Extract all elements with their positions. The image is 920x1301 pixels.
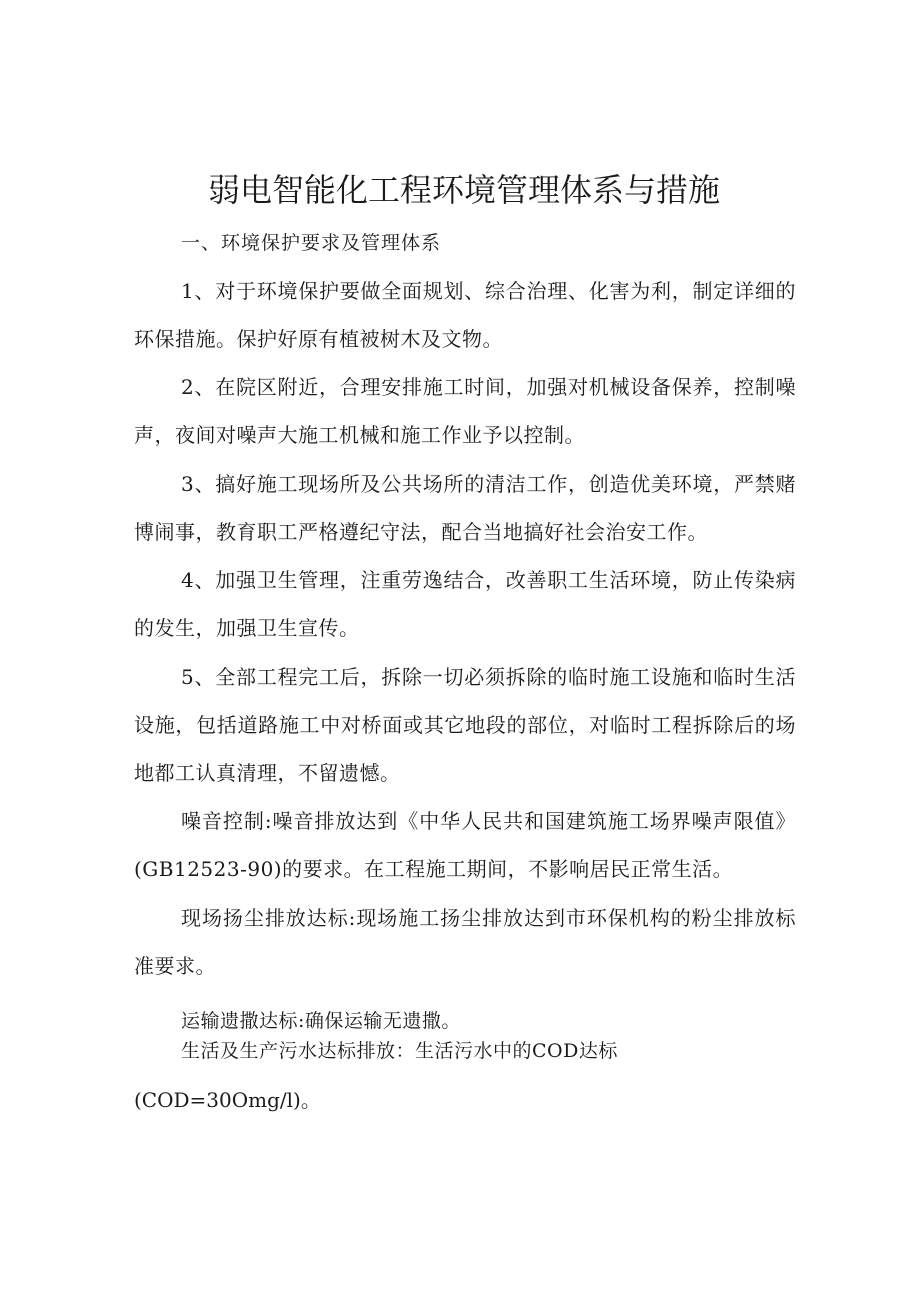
paragraph-3: 3、搞好施工现场所及公共场所的清洁工作，创造优美环境，严禁赌博闹事，教育职工严格遵纪守法，配合当地搞好社会治安工作。	[134, 472, 796, 544]
paragraph-5: 5、全部工程完工后，拆除一切必须拆除的临时施工设施和临时生活设施，包括道路施工中对桥面或其它地段的部位，对临时工程拆除后的场地都工认真清理，不留遗憾。	[134, 665, 796, 785]
paragraph-1: 1、对于环境保护要做全面规划、综合治理、化害为利，制定详细的环保措施。保护好原有植被树木及文物。	[134, 279, 796, 351]
paragraph-2: 2、在院区附近，合理安排施工时间，加强对机械设备保养，控制噪声，夜间对噪声大施工机械和施工作业予以控制。	[134, 375, 796, 447]
section-heading: 一、环境保护要求及管理体系	[181, 232, 442, 254]
noise-control-paragraph: 噪音控制:噪音排放达到《中华人民共和国建筑施工场界噪声限值》(GB12523-90)的要求。在工程施工期间，不影响居民正常生活。	[134, 809, 796, 881]
sewage-line: 生活及生产污水达标排放：生活污水中的COD达标	[181, 1040, 618, 1062]
dust-emission-paragraph: 现场扬尘排放达标:现场施工扬尘排放达到市环保机构的粉尘排放标准要求。	[134, 906, 796, 978]
paragraph-4: 4、加强卫生管理，注重劳逸结合，改善职工生活环境，防止传染病的发生，加强卫生宣传。	[134, 568, 796, 640]
document-title: 弱电智能化工程环境管理体系与措施	[207, 171, 720, 209]
transport-line: 运输遗撒达标:确保运输无遗撒。	[181, 1010, 461, 1032]
sewage-value: (COD=30Omg/l)。	[134, 1088, 321, 1112]
